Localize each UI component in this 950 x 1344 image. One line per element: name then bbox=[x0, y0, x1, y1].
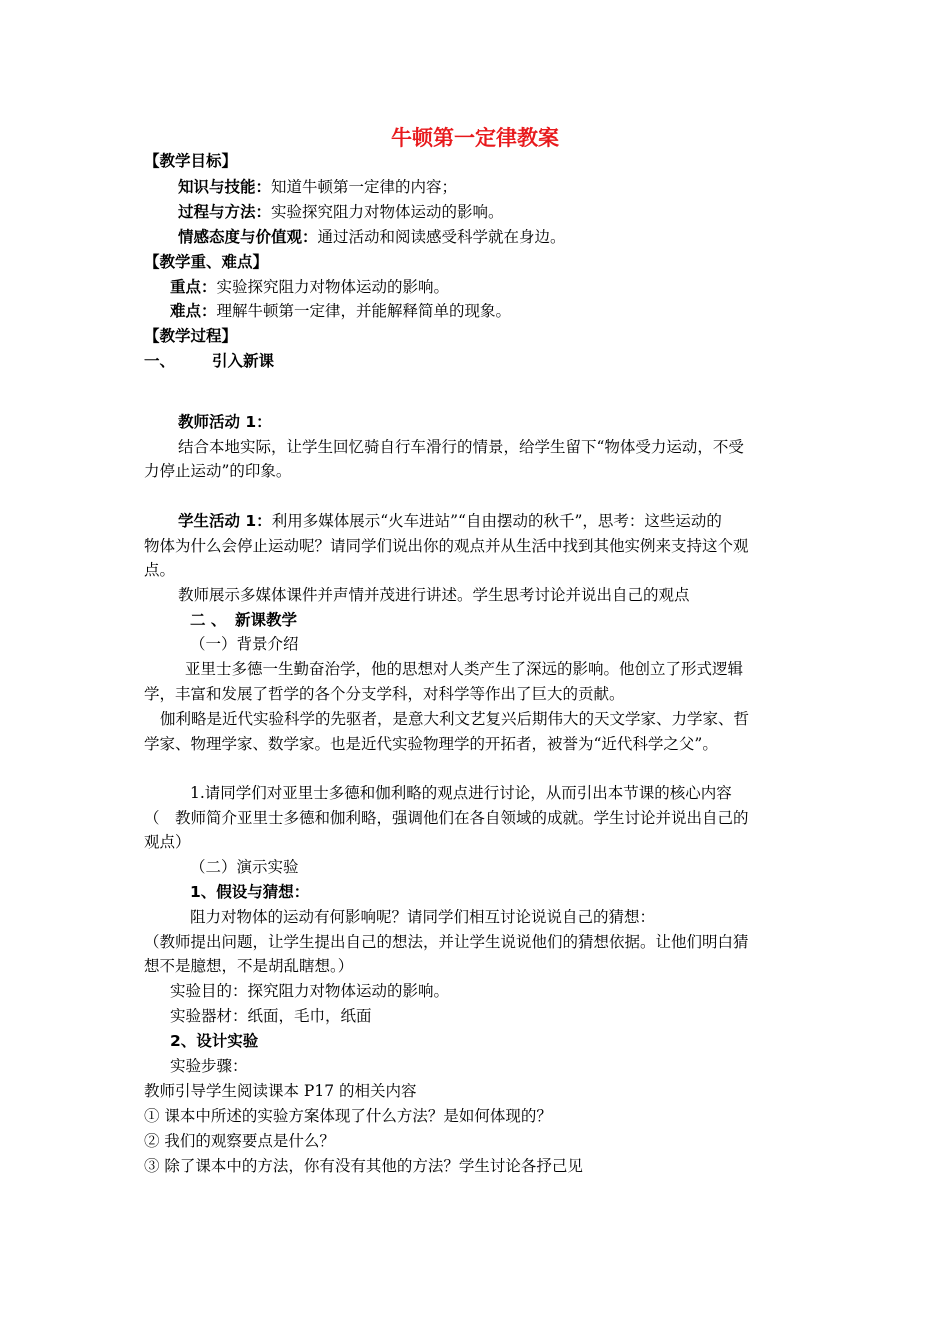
steps-label: 实验步骤： bbox=[170, 1057, 248, 1075]
process-text: 实验探究阻力对物体运动的影响。 bbox=[271, 203, 504, 221]
difficulty-label: 难点： bbox=[170, 302, 217, 320]
key-heading: 【教学重、难点】 bbox=[144, 253, 269, 271]
galileo-line2: 学家、物理学家、数学家。也是近代实验物理学的开拓者，被誉为“近代科学之父”。 bbox=[144, 735, 718, 753]
student-activity-text: 利用多媒体展示“火车进站”“自由摆动的秋千”，思考：这些运动的 bbox=[271, 512, 722, 530]
teacher-show: 教师展示多媒体课件并声情并茂进行讲述。学生思考讨论并说出自己的观点 bbox=[178, 586, 690, 604]
galileo-line1: 伽利略是近代实验科学的先驱者，是意大利文艺复兴后期伟大的天文学家、力学家、哲 bbox=[160, 710, 750, 728]
section1-num: 一、 bbox=[144, 352, 176, 370]
objectives-heading: 【教学目标】 bbox=[144, 152, 238, 170]
page-title: 牛顿第一定律教案 bbox=[391, 126, 559, 150]
hypothesis-note-line2: 想不是臆想，不是胡乱瞎想。） bbox=[144, 957, 354, 975]
difficulty-text: 理解牛顿第一定律，并能解释简单的现象。 bbox=[216, 302, 512, 320]
student-activity-line3: 点。 bbox=[144, 561, 176, 579]
section2-title: 新课教学 bbox=[235, 611, 298, 629]
hypothesis-note-line1: （教师提出问题，让学生提出自己的想法，并让学生说说他们的猜想依据。让他们明白猜 bbox=[144, 933, 749, 951]
question-1: ① 课本中所述的实验方案体现了什么方法？是如何体现的？ bbox=[144, 1107, 552, 1125]
design-heading: 2、设计实验 bbox=[170, 1032, 259, 1050]
process-label: 过程与方法： bbox=[178, 203, 272, 221]
subsection-demo: （二）演示实验 bbox=[190, 858, 299, 876]
objective-knowledge bbox=[178, 175, 457, 199]
emotion-label: 情感态度与价值观： bbox=[178, 228, 318, 246]
aristotle-line1: 亚里士多德一生勤奋治学，他的思想对人类产生了深远的影响。他创立了形式逻辑 bbox=[185, 660, 744, 678]
difficulty-point bbox=[170, 299, 511, 323]
section1-title: 引入新课 bbox=[212, 352, 275, 370]
teacher-intro-line2: 观点） bbox=[144, 833, 191, 851]
teacher-activity-line1: 结合本地实际，让学生回忆骑自行车滑行的情景，给学生留下“物体受力运动，不受 bbox=[178, 438, 744, 456]
hypothesis-heading: 1、假设与猜想： bbox=[190, 883, 310, 901]
teacher-activity-line2: 力停止运动”的印象。 bbox=[144, 462, 292, 480]
discussion-prompt: 1.请同学们对亚里士多德和伽利略的观点进行讨论，从而引出本节课的核心内容 bbox=[190, 784, 732, 802]
emotion-text: 通过活动和阅读感受科学就在身边。 bbox=[317, 228, 566, 246]
student-activity-line2: 物体为什么会停止运动呢？请同学们说出你的观点并从生活中找到其他实例来支持这个观 bbox=[144, 537, 749, 555]
knowledge-text: 知道牛顿第一定律的内容； bbox=[271, 178, 458, 196]
question-3: ③ 除了课本中的方法，你有没有其他的方法？学生讨论各抒己见 bbox=[144, 1157, 583, 1175]
section2-num: 二 、 bbox=[190, 611, 227, 629]
objective-emotion bbox=[178, 225, 566, 249]
reading-guide: 教师引导学生阅读课本 P17 的相关内容 bbox=[144, 1082, 417, 1100]
key-text: 实验探究阻力对物体运动的影响。 bbox=[216, 278, 450, 296]
aristotle-line2: 学，丰富和发展了哲学的各个分支学科，对科学等作出了巨大的贡献。 bbox=[144, 685, 625, 703]
student-activity-label: 学生活动 1： bbox=[178, 512, 272, 530]
hypothesis-question: 阻力对物体的运动有何影响呢？请同学们相互讨论说说自己的猜想： bbox=[190, 908, 656, 926]
experiment-equipment: 实验器材：纸面，毛巾，纸面 bbox=[170, 1007, 372, 1025]
knowledge-label: 知识与技能： bbox=[178, 178, 272, 196]
question-2: ② 我们的观察要点是什么？ bbox=[144, 1132, 335, 1150]
key-label: 重点： bbox=[170, 278, 217, 296]
teacher-activity-label: 教师活动 1： bbox=[178, 413, 272, 431]
key-point bbox=[170, 275, 449, 299]
procedure-heading: 【教学过程】 bbox=[144, 327, 238, 345]
experiment-purpose: 实验目的：探究阻力对物体运动的影响。 bbox=[170, 982, 450, 1000]
subsection-background: （一）背景介绍 bbox=[190, 635, 299, 653]
teacher-intro-line1: （ 教师简介亚里士多德和伽利略，强调他们在各自领域的成就。学生讨论并说出自己的 bbox=[144, 809, 749, 827]
student-activity-line1 bbox=[178, 509, 722, 533]
objective-process bbox=[178, 200, 504, 224]
